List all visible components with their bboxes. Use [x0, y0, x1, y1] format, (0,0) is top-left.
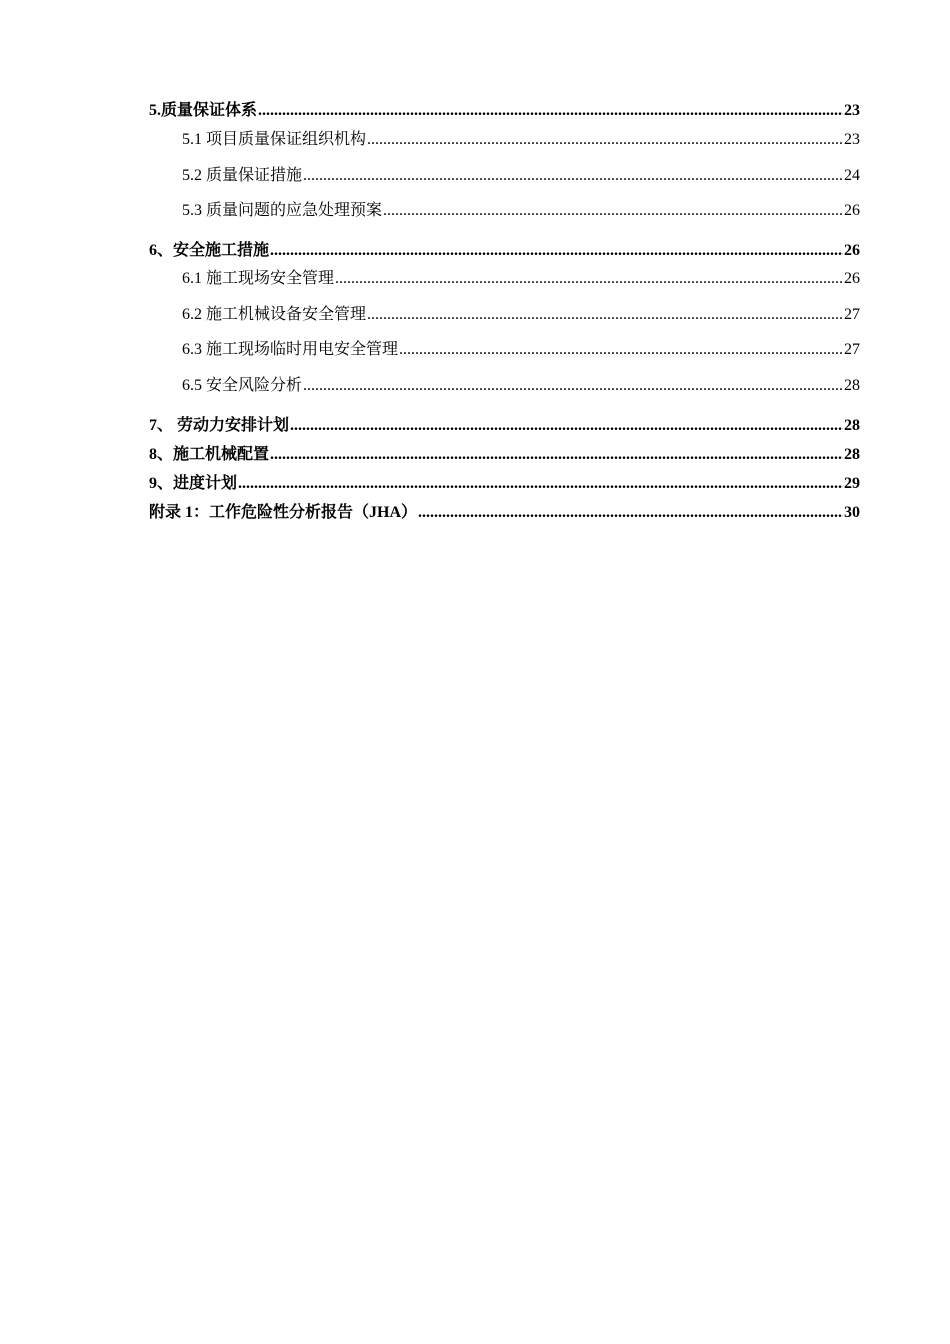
toc-entry-title: 6、安全施工措施	[149, 242, 270, 259]
toc-entry-6-5[interactable]	[182, 376, 860, 396]
dot-leader	[303, 376, 843, 396]
dot-leader	[367, 130, 843, 150]
toc-entry-title: 5.质量保证体系	[149, 102, 258, 119]
toc-entry-title: 9、进度计划	[149, 475, 238, 492]
dot-leader	[399, 340, 843, 360]
toc-entry-9[interactable]	[149, 474, 860, 494]
dot-leader	[270, 241, 843, 261]
toc-page-number: 23	[844, 131, 860, 148]
toc-entry-5-1[interactable]	[182, 130, 860, 150]
dot-leader	[383, 201, 843, 221]
toc-page-number: 28	[844, 446, 860, 463]
toc-entry-title: 6.1 施工现场安全管理	[182, 270, 335, 287]
toc-entry-title: 5.3 质量问题的应急处理预案	[182, 202, 383, 219]
toc-entry-5-3[interactable]	[182, 201, 860, 221]
toc-page-number: 26	[844, 202, 860, 219]
toc-entry-title: 6.3 施工现场临时用电安全管理	[182, 341, 399, 358]
dot-leader	[303, 166, 843, 186]
toc-page-number: 27	[844, 306, 860, 323]
toc-entry-title: 7、 劳动力安排计划	[149, 417, 290, 434]
toc-entry-6-1[interactable]	[182, 269, 860, 289]
toc-page-number: 28	[844, 377, 860, 394]
dot-leader	[290, 416, 843, 436]
toc-page-number: 24	[844, 167, 860, 184]
toc-entry-title: 5.1 项目质量保证组织机构	[182, 131, 367, 148]
toc-page-number: 26	[844, 242, 860, 259]
toc-page-number: 30	[844, 504, 860, 521]
toc-page-number: 23	[844, 102, 860, 119]
toc-entry-7[interactable]	[149, 416, 860, 436]
toc-page-number: 28	[844, 417, 860, 434]
toc-page-number: 27	[844, 341, 860, 358]
dot-leader	[238, 474, 843, 494]
toc-entry-6-3[interactable]	[182, 340, 860, 360]
dot-leader	[367, 305, 843, 325]
toc-entry-title: 5.2 质量保证措施	[182, 167, 303, 184]
toc-entry-6-2[interactable]	[182, 305, 860, 325]
toc-entry-title: 6.5 安全风险分析	[182, 377, 303, 394]
dot-leader	[258, 101, 843, 121]
dot-leader	[335, 269, 843, 289]
dot-leader	[418, 503, 843, 523]
toc-entry-title: 6.2 施工机械设备安全管理	[182, 306, 367, 323]
toc-entry-5[interactable]	[149, 101, 860, 121]
toc-entry-appendix-1[interactable]	[149, 503, 860, 523]
toc-entry-title: 附录 1：工作危险性分析报告（JHA）	[149, 504, 418, 521]
toc-entry-6[interactable]	[149, 241, 860, 261]
toc-entry-5-2[interactable]	[182, 166, 860, 186]
toc-page-number: 29	[844, 475, 860, 492]
dot-leader	[270, 445, 843, 465]
toc-entry-title: 8、施工机械配置	[149, 446, 270, 463]
toc-page-number: 26	[844, 270, 860, 287]
toc-entry-8[interactable]	[149, 445, 860, 465]
